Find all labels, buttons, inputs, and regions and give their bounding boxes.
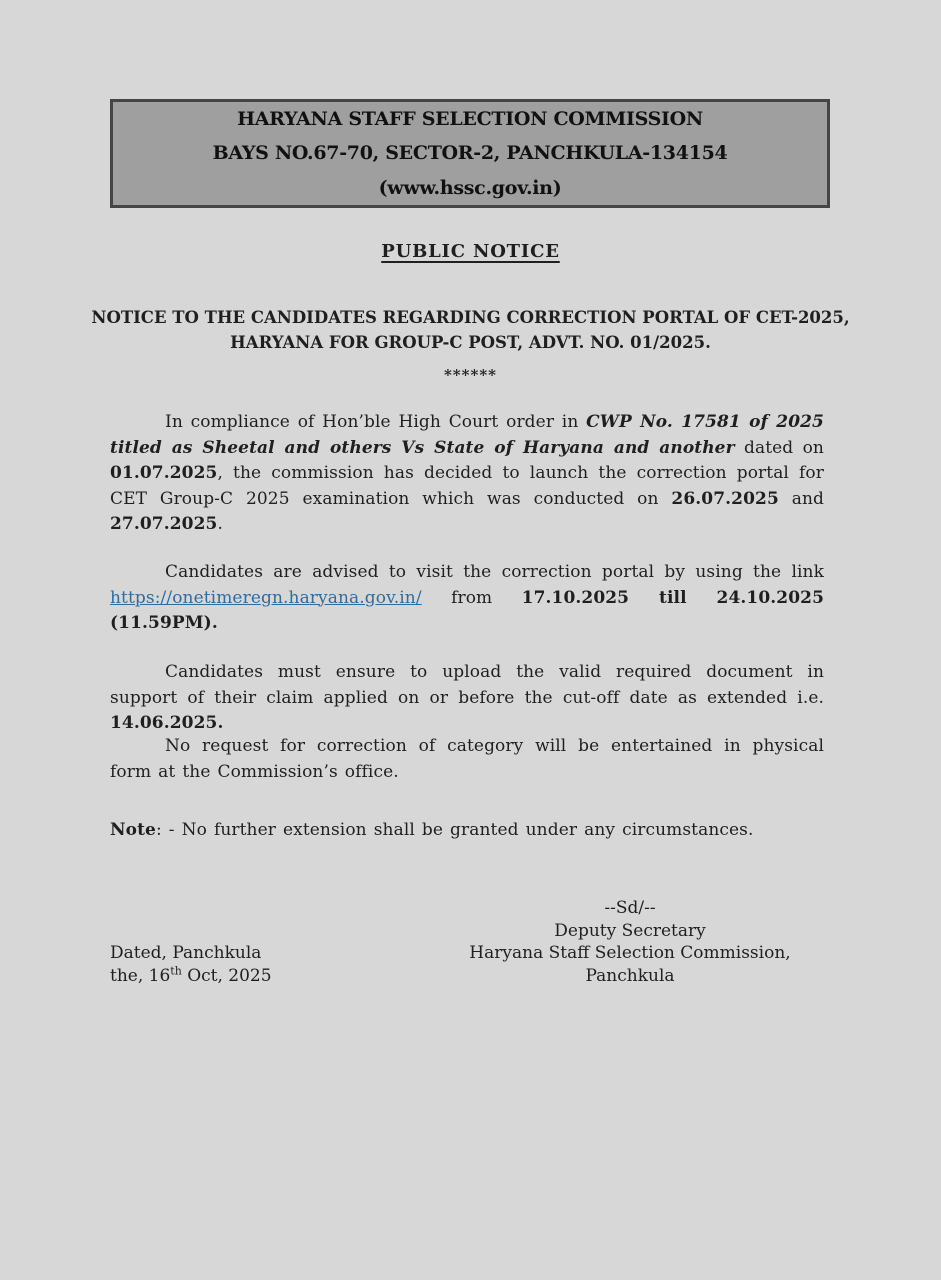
portal-window-dates: 17.10.2025 till 24.10.2025 (11.59PM). (110, 587, 824, 633)
paragraph-text: In compliance of Hon’ble High Court order in (165, 412, 587, 432)
paragraph-text: Candidates are advised to visit the correction portal by using the link (165, 562, 824, 582)
notice-heading (0, 241, 941, 262)
signature-organization: Haryana Staff Selection Commission, (469, 943, 791, 963)
paragraph-compliance (110, 410, 824, 538)
dateline-block (110, 942, 410, 987)
paragraph-text: , the commission has decided to launch the correction portal for CET Group-C 2025 examination which was conducted on (110, 463, 824, 509)
org-name: HARYANA STAFF SELECTION COMMISSION (237, 108, 703, 131)
signature-designation: Deputy Secretary (554, 920, 706, 941)
paragraph-text: dated on (734, 437, 824, 458)
correction-portal-link[interactable]: https://onetimeregn.haryana.gov.in/ (110, 587, 422, 608)
separator-stars: ****** (443, 366, 498, 384)
dateline-date-day: the, 16 (110, 965, 171, 986)
dateline-date-ordinal: th (170, 963, 182, 977)
exam-date-2: 27.07.2025 (110, 514, 218, 534)
notice-subject-line1: NOTICE TO THE CANDIDATES REGARDING CORRECTION PORTAL OF CET-2025, (91, 308, 850, 327)
notice-subject (65, 305, 876, 355)
dateline-date-month-year: Oct, 2025 (181, 965, 272, 986)
notice-heading-text: PUBLIC NOTICE (381, 241, 560, 262)
org-website: (www.hssc.gov.in) (378, 176, 562, 199)
note-text: : - No further extension shall be granted under any circumstances. (155, 820, 754, 840)
paragraph-portal-link (110, 560, 824, 637)
cutoff-date: 14.06.2025. (110, 713, 224, 733)
order-date: 01.07.2025 (110, 463, 218, 483)
paragraph-text: from (421, 587, 522, 608)
exam-date-1: 26.07.2025 (671, 488, 779, 509)
letterhead-box (110, 99, 830, 208)
org-address: BAYS NO.67-70, SECTOR-2, PANCHKULA-134154 (212, 142, 728, 165)
paragraph-text: and (778, 488, 824, 509)
case-reference: CWP No. 17581 of 2025 titled as Sheetal and others Vs State of Haryana and another (110, 412, 824, 458)
notice-subject-line2: HARYANA FOR GROUP-C POST, ADVT. NO. 01/2025. (230, 333, 711, 352)
dateline-date (110, 965, 410, 988)
paragraph-no-physical-form: No request for correction of category will be entertained in physical form at the Commission’s office. (110, 736, 824, 782)
paragraph-text: . (217, 514, 223, 534)
paragraph-text: Candidates must ensure to upload the valid required document in support of their claim applied on or before the cut-off date as extended i.e. (110, 662, 824, 708)
note-label: Note (110, 820, 156, 840)
signature-sd: --Sd/-- (604, 898, 656, 918)
signature-place: Panchkula (585, 965, 675, 986)
signature-block (430, 897, 830, 987)
paragraph-upload-documents (110, 660, 824, 737)
dateline-place: Dated, Panchkula (110, 943, 262, 963)
note-line (110, 818, 824, 844)
